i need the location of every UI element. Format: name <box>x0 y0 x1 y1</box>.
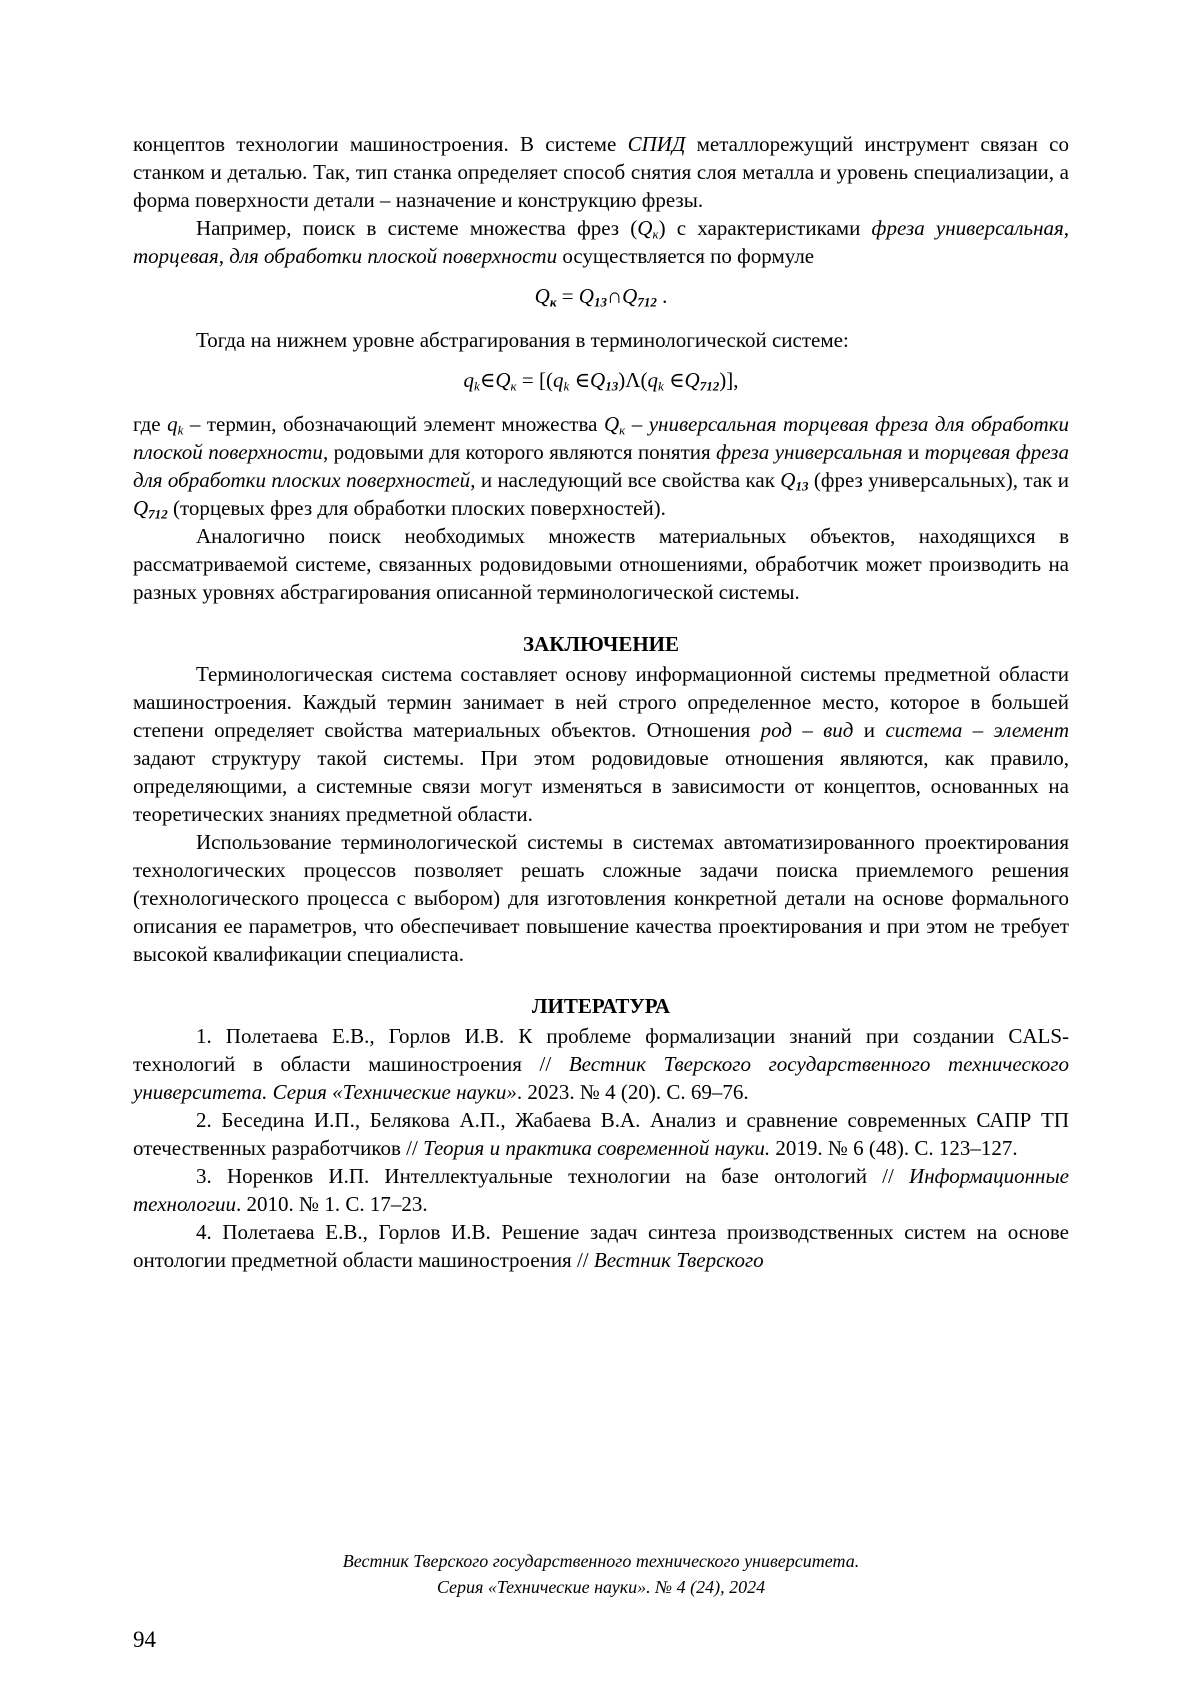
text-run: Вестник Тверского <box>593 1248 764 1272</box>
text-run: q <box>167 412 178 436</box>
text-run: род – вид <box>760 718 854 742</box>
text-run: ∈ <box>569 368 591 392</box>
text-run: Q <box>534 284 550 308</box>
text-run: k <box>563 378 570 394</box>
text-run: q <box>463 368 475 392</box>
text-run: (торцевых фрез для обработки плоских поверхностей). <box>167 496 666 520</box>
text-run: . 2010. № 1. С. 17–23. <box>236 1192 428 1216</box>
text-run: концептов технологии машиностроения. В системе <box>133 132 628 156</box>
reference-item <box>133 1218 1069 1274</box>
text-run: Q <box>684 368 700 392</box>
text-run: фреза универсальная, торцевая, для обработки плоской поверхности <box>133 216 1070 268</box>
text-run: осуществляется по формуле <box>557 244 815 268</box>
text-run: задают структуру такой системы. При этом родовидовые отношения являются, как правило, определяющими, а системные связи могут изменяться в зависимости от концептов, основанных на теоретических знаниях предметной области. <box>133 746 1069 826</box>
text-run: 13 <box>593 294 607 310</box>
text-run: – термин, обозначающий элемент множества <box>183 412 604 436</box>
text-run: 712 <box>699 378 720 394</box>
text-run: k <box>177 422 184 438</box>
text-run: 2019. № 6 (48). С. 123–127. <box>770 1136 1018 1160</box>
text-run: Q <box>590 368 606 392</box>
formula <box>133 366 1069 394</box>
text-run: q <box>552 368 564 392</box>
text-run: универсальная торцевая фреза для обработки плоской поверхности <box>133 412 1070 464</box>
text-run: k <box>474 378 480 394</box>
text-run: система – элемент <box>885 718 1069 742</box>
paragraph <box>133 214 1069 270</box>
text-run: 712 <box>637 294 657 310</box>
text-run: = <box>556 284 579 308</box>
text-run: торцевая фреза для обработки плоских поверхностей <box>133 440 1069 492</box>
paragraph <box>133 326 1069 354</box>
text-run: 2. Беседина И.П., Белякова А.П., Жабаева В.А. Анализ и сравнение современных САПР ТП отечественных разработчиков // <box>133 1108 1069 1160</box>
text-run: Аналогично поиск необходимых множеств материальных объектов, находящихся в рассматриваемой системе, связанных родовидовыми отношениями, обработчик может производить на разных уровнях абстрагирования описанной терминологической системы. <box>133 524 1069 604</box>
document-content <box>133 130 1069 1274</box>
text-run: металлорежущий инструмент связан со станком и деталью. Так, тип станка определяет способ снятия слоя металла и уровень специализации, а форма поверхности детали – назначение и конструкцию фрезы. <box>133 132 1070 212</box>
section-heading: ЗАКЛЮЧЕНИЕ <box>522 632 680 656</box>
text-run: 13 <box>795 478 809 494</box>
text-run: ∩ <box>606 284 623 308</box>
footer-line-1: Вестник Тверского государственного технического университета. <box>342 1551 860 1571</box>
text-run: к <box>619 422 626 438</box>
text-run: к <box>549 294 557 310</box>
text-run: Теория и практика современной науки. <box>423 1136 771 1160</box>
text-run: Q <box>780 468 796 492</box>
paragraph <box>133 410 1069 522</box>
reference-item <box>133 1162 1069 1218</box>
text-run: = [( <box>516 368 553 392</box>
paragraph <box>133 828 1069 968</box>
text-run: (фрез универсальных), так и <box>808 468 1069 492</box>
text-run: Например, поиск в системе множества фрез ( <box>196 216 638 240</box>
text-run: Использование терминологической системы в системах автоматизированного проектирования технологических процессов позволяет решать сложные задачи поиска приемлемого решения (технологического процесса с выбором) для изготовления конкретной детали на основе формального описания ее параметров, что обеспечивает повышение качества проектирования и при этом не требует высокой квалификации специалиста. <box>133 830 1069 966</box>
text-run: )Λ( <box>618 368 648 392</box>
text-run: Вестник Тверского государственного технического университета. Серия «Технические науки» <box>133 1052 1070 1104</box>
text-run: ) с характеристиками <box>658 216 872 240</box>
paragraph <box>133 130 1069 214</box>
text-run: 13 <box>605 378 619 394</box>
text-run: Тогда на нижнем уровне абстрагирования в терминологической системе: <box>196 328 849 352</box>
text-run: )], <box>719 368 739 392</box>
text-run: k <box>657 378 664 394</box>
text-run: к <box>510 378 517 394</box>
text-run: . 2023. № 4 (20). С. 69–76. <box>516 1080 749 1104</box>
text-run: 3. Норенков И.П. Интеллектуальные технологии на базе онтологий // <box>196 1164 910 1188</box>
page-number: 94 <box>133 1627 156 1652</box>
text-run: 4. Полетаева Е.В., Горлов И.В. Решение задач синтеза производственных систем на основе онтологии предметной области машиностроения // <box>133 1220 1069 1272</box>
text-run: , и наследующий все свойства как <box>470 468 781 492</box>
text-run: Q <box>133 496 149 520</box>
paragraph <box>133 660 1069 828</box>
text-run: Q <box>495 368 511 392</box>
text-run: 1. Полетаева Е.В., Горлов И.В. К проблеме формализации знаний при создании CALS-технологий в области машиностроения // <box>133 1024 1069 1076</box>
text-run: Q <box>578 284 594 308</box>
text-run: . <box>656 284 668 308</box>
text-run: 712 <box>148 506 168 522</box>
paragraph <box>133 522 1069 606</box>
text-run: СПИД <box>627 132 686 156</box>
section-heading: ЛИТЕРАТУРА <box>531 994 671 1018</box>
text-run: , родовыми для которого являются понятия <box>322 440 717 464</box>
text-run: ∈ <box>479 368 496 392</box>
text-run: и <box>853 718 886 742</box>
text-run: к <box>652 226 659 242</box>
text-run: ∈ <box>663 368 685 392</box>
text-run: и <box>902 440 925 464</box>
footer-line-2: Серия «Технические науки». № 4 (24), 2024 <box>436 1577 766 1597</box>
text-run: q <box>647 368 658 392</box>
reference-item <box>133 1022 1069 1106</box>
text-run: Q <box>622 284 638 308</box>
text-run: где <box>133 412 168 436</box>
page-footer <box>133 1548 1069 1600</box>
reference-item <box>133 1106 1069 1162</box>
text-run: – <box>625 412 649 436</box>
formula <box>133 282 1069 310</box>
text-run: фреза универсальная <box>716 440 903 464</box>
text-run: Информационные технологии <box>133 1164 1069 1216</box>
text-run: Терминологическая система составляет основу информационной системы предметной области машиностроения. Каждый термин занимает в ней строго определенное место, которое в большей степени определяет свойства материальных объектов. Отношения <box>133 662 1069 742</box>
text-run: Q <box>637 216 653 240</box>
text-run: Q <box>603 412 620 436</box>
